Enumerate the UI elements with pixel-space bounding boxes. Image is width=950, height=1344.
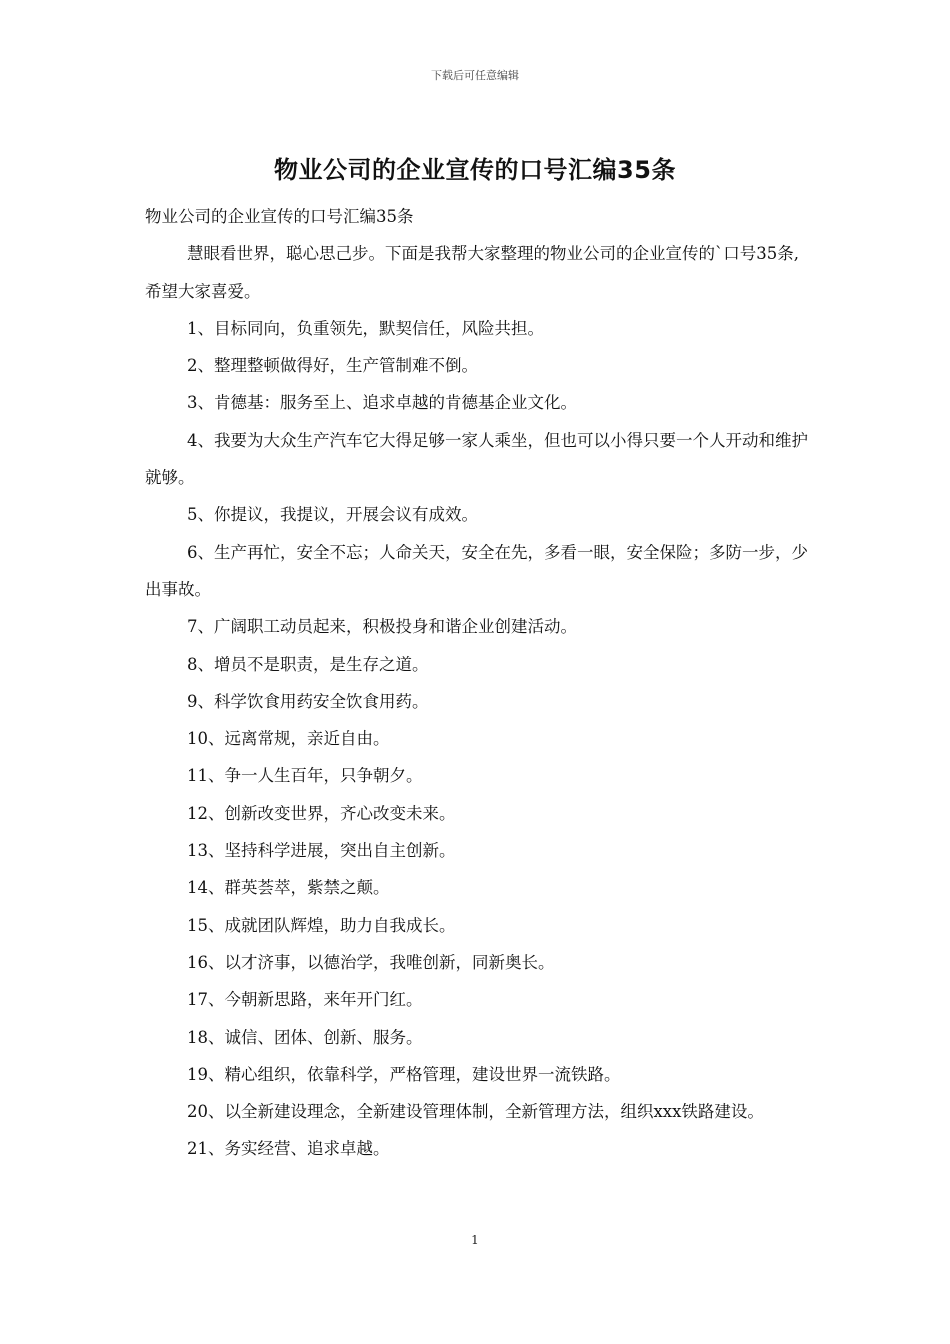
list-item: 14、群英荟萃，紫禁之颠。 — [187, 878, 390, 898]
list-item: 3、肯德基：服务至上、追求卓越的肯德基企业文化。 — [187, 393, 577, 413]
list-item: 2、整理整顿做得好，生产管制难不倒。 — [187, 356, 478, 376]
list-item: 17、今朝新思路，来年开门红。 — [187, 990, 423, 1010]
list-item: 8、增员不是职责，是生存之道。 — [187, 654, 429, 674]
page-number: 1 — [471, 1233, 479, 1247]
list-item: 18、诚信、团体、创新、服务。 — [187, 1027, 423, 1047]
list-item: 21、务实经营、追求卓越。 — [187, 1139, 390, 1159]
list-item: 12、创新改变世界，齐心改变未来。 — [187, 803, 456, 823]
list-item: 19、精心组织，依靠科学，严格管理，建设世界一流铁路。 — [187, 1064, 621, 1084]
header-note: 下载后可任意编辑 — [431, 69, 519, 82]
document-body — [145, 198, 810, 1168]
list-item: 4、我要为大众生产汽车它大得足够一家人乘坐，但也可以小得只要一个人开动和维护就够。 — [145, 430, 808, 488]
list-item: 20、以全新建设理念，全新建设管理体制，全新管理方法，组织xxx铁路建设。 — [187, 1102, 764, 1122]
list-item: 7、广阔职工动员起来，积极投身和谐企业创建活动。 — [187, 617, 577, 637]
list-item: 15、成就团队辉煌，助力自我成长。 — [187, 915, 456, 935]
list-item: 5、你提议，我提议，开展会议有成效。 — [187, 505, 478, 525]
document-title: 物业公司的企业宣传的口号汇编35条 — [274, 156, 676, 184]
list-item: 6、生产再忙，安全不忘；人命关天，安全在先，多看一眼，安全保险；多防一步，少出事故。 — [145, 542, 808, 599]
list-item: 11、争一人生百年，只争朝夕。 — [187, 766, 423, 786]
list-item: 1、目标同向，负重领先，默契信任，风险共担。 — [187, 318, 544, 338]
list-item: 16、以才济事，以德治学，我唯创新，同新奥长。 — [187, 952, 555, 972]
subtitle: 物业公司的企业宣传的口号汇编35条 — [145, 207, 414, 226]
list-item: 9、科学饮食用药安全饮食用药。 — [187, 691, 429, 711]
intro-paragraph: 慧眼看世界，聪心思己步。下面是我帮大家整理的物业公司的企业宣传的`口号35条,希望大家喜爱。 — [145, 244, 799, 301]
list-item: 10、远离常规，亲近自由。 — [187, 729, 390, 749]
list-item: 13、坚持科学进展，突出自主创新。 — [187, 841, 456, 861]
